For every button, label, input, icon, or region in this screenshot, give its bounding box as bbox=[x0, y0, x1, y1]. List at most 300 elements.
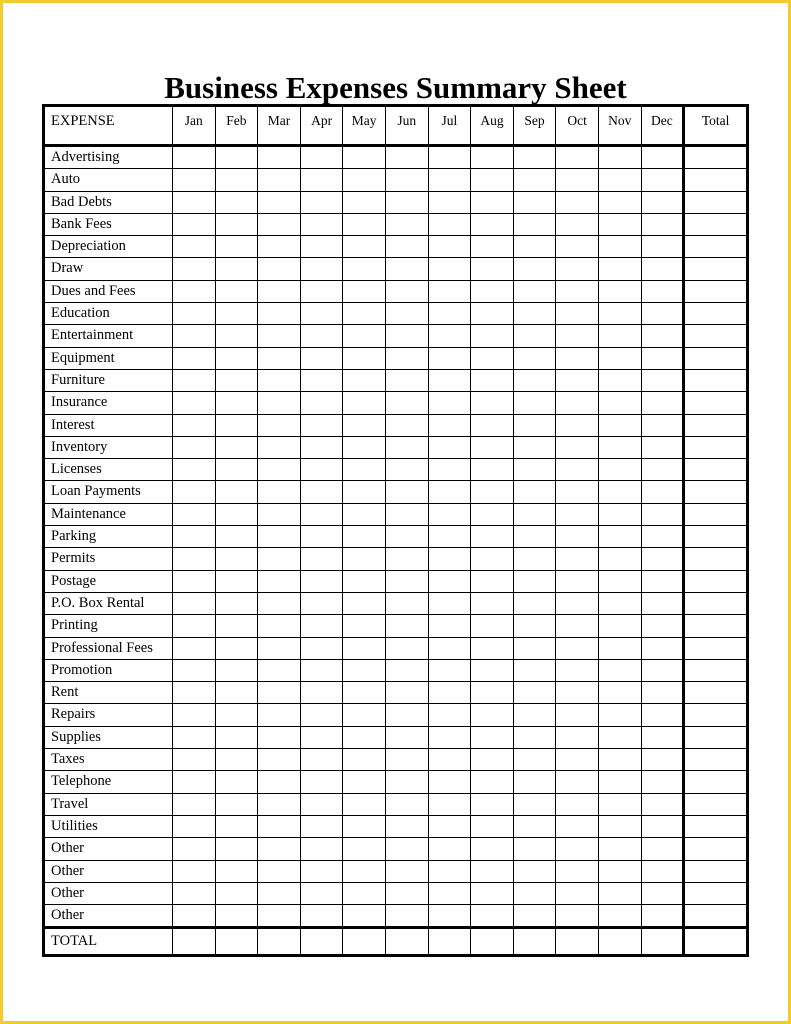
expense-cell-jul[interactable] bbox=[428, 169, 471, 191]
expense-row-total-cell[interactable] bbox=[684, 526, 748, 548]
expense-cell-nov[interactable] bbox=[598, 325, 641, 347]
expense-cell-nov[interactable] bbox=[598, 526, 641, 548]
expense-cell-dec[interactable] bbox=[641, 369, 684, 391]
expense-cell-feb[interactable] bbox=[215, 726, 258, 748]
expense-cell-may[interactable] bbox=[343, 838, 386, 860]
expense-cell-mar[interactable] bbox=[258, 146, 301, 169]
expense-cell-may[interactable] bbox=[343, 592, 386, 614]
expense-cell-sep[interactable] bbox=[513, 481, 556, 503]
expense-cell-mar[interactable] bbox=[258, 325, 301, 347]
expense-cell-feb[interactable] bbox=[215, 838, 258, 860]
expense-cell-dec[interactable] bbox=[641, 459, 684, 481]
expense-cell-may[interactable] bbox=[343, 615, 386, 637]
expense-cell-feb[interactable] bbox=[215, 191, 258, 213]
expense-cell-mar[interactable] bbox=[258, 392, 301, 414]
expense-cell-aug[interactable] bbox=[471, 548, 514, 570]
expense-cell-nov[interactable] bbox=[598, 414, 641, 436]
expense-cell-jun[interactable] bbox=[385, 548, 428, 570]
expense-cell-aug[interactable] bbox=[471, 838, 514, 860]
expense-cell-dec[interactable] bbox=[641, 191, 684, 213]
expense-cell-jul[interactable] bbox=[428, 815, 471, 837]
expense-cell-dec[interactable] bbox=[641, 236, 684, 258]
expense-cell-jan[interactable] bbox=[173, 704, 216, 726]
expense-cell-aug[interactable] bbox=[471, 793, 514, 815]
expense-cell-aug[interactable] bbox=[471, 347, 514, 369]
expense-cell-dec[interactable] bbox=[641, 481, 684, 503]
expense-cell-oct[interactable] bbox=[556, 860, 599, 882]
expense-cell-dec[interactable] bbox=[641, 860, 684, 882]
expense-cell-aug[interactable] bbox=[471, 169, 514, 191]
expense-cell-apr[interactable] bbox=[300, 637, 343, 659]
expense-cell-nov[interactable] bbox=[598, 771, 641, 793]
expense-cell-mar[interactable] bbox=[258, 258, 301, 280]
expense-cell-nov[interactable] bbox=[598, 815, 641, 837]
expense-cell-sep[interactable] bbox=[513, 815, 556, 837]
expense-cell-feb[interactable] bbox=[215, 258, 258, 280]
expense-cell-apr[interactable] bbox=[300, 213, 343, 235]
expense-cell-sep[interactable] bbox=[513, 526, 556, 548]
expense-row-total-cell[interactable] bbox=[684, 548, 748, 570]
expense-cell-dec[interactable] bbox=[641, 838, 684, 860]
expense-cell-jan[interactable] bbox=[173, 280, 216, 302]
expense-cell-jan[interactable] bbox=[173, 771, 216, 793]
expense-cell-oct[interactable] bbox=[556, 615, 599, 637]
expense-row-total-cell[interactable] bbox=[684, 503, 748, 525]
expense-cell-mar[interactable] bbox=[258, 369, 301, 391]
expense-cell-jul[interactable] bbox=[428, 860, 471, 882]
expense-cell-jun[interactable] bbox=[385, 280, 428, 302]
expense-cell-oct[interactable] bbox=[556, 347, 599, 369]
expense-cell-jun[interactable] bbox=[385, 369, 428, 391]
expense-cell-apr[interactable] bbox=[300, 749, 343, 771]
expense-cell-sep[interactable] bbox=[513, 637, 556, 659]
expense-cell-nov[interactable] bbox=[598, 213, 641, 235]
expense-cell-may[interactable] bbox=[343, 526, 386, 548]
expense-cell-sep[interactable] bbox=[513, 258, 556, 280]
expense-cell-apr[interactable] bbox=[300, 704, 343, 726]
expense-cell-jun[interactable] bbox=[385, 882, 428, 904]
expense-cell-sep[interactable] bbox=[513, 236, 556, 258]
expense-cell-jun[interactable] bbox=[385, 682, 428, 704]
expense-cell-dec[interactable] bbox=[641, 146, 684, 169]
expense-cell-apr[interactable] bbox=[300, 726, 343, 748]
expense-cell-sep[interactable] bbox=[513, 303, 556, 325]
expense-cell-nov[interactable] bbox=[598, 236, 641, 258]
expense-cell-jun[interactable] bbox=[385, 414, 428, 436]
expense-cell-may[interactable] bbox=[343, 325, 386, 347]
expense-cell-sep[interactable] bbox=[513, 146, 556, 169]
expense-row-total-cell[interactable] bbox=[684, 615, 748, 637]
expense-cell-jul[interactable] bbox=[428, 905, 471, 928]
grand-total-cell[interactable] bbox=[684, 928, 748, 956]
expense-cell-jan[interactable] bbox=[173, 213, 216, 235]
expense-cell-oct[interactable] bbox=[556, 213, 599, 235]
expense-cell-jan[interactable] bbox=[173, 347, 216, 369]
expense-cell-dec[interactable] bbox=[641, 570, 684, 592]
expense-cell-oct[interactable] bbox=[556, 570, 599, 592]
expense-cell-dec[interactable] bbox=[641, 526, 684, 548]
expense-row-total-cell[interactable] bbox=[684, 860, 748, 882]
expense-cell-apr[interactable] bbox=[300, 325, 343, 347]
expense-cell-jul[interactable] bbox=[428, 481, 471, 503]
expense-cell-jan[interactable] bbox=[173, 570, 216, 592]
expense-cell-apr[interactable] bbox=[300, 236, 343, 258]
expense-cell-sep[interactable] bbox=[513, 169, 556, 191]
expense-cell-apr[interactable] bbox=[300, 771, 343, 793]
expense-cell-feb[interactable] bbox=[215, 815, 258, 837]
expense-row-total-cell[interactable] bbox=[684, 592, 748, 614]
expense-cell-may[interactable] bbox=[343, 570, 386, 592]
expense-cell-jan[interactable] bbox=[173, 815, 216, 837]
expense-cell-sep[interactable] bbox=[513, 905, 556, 928]
expense-cell-aug[interactable] bbox=[471, 860, 514, 882]
expense-cell-may[interactable] bbox=[343, 637, 386, 659]
expense-cell-dec[interactable] bbox=[641, 682, 684, 704]
expense-cell-aug[interactable] bbox=[471, 592, 514, 614]
expense-cell-oct[interactable] bbox=[556, 838, 599, 860]
expense-cell-mar[interactable] bbox=[258, 682, 301, 704]
expense-cell-jun[interactable] bbox=[385, 659, 428, 681]
expense-cell-mar[interactable] bbox=[258, 213, 301, 235]
expense-cell-may[interactable] bbox=[343, 213, 386, 235]
expense-cell-jan[interactable] bbox=[173, 860, 216, 882]
expense-row-total-cell[interactable] bbox=[684, 749, 748, 771]
expense-cell-nov[interactable] bbox=[598, 191, 641, 213]
expense-cell-jun[interactable] bbox=[385, 481, 428, 503]
expense-cell-aug[interactable] bbox=[471, 436, 514, 458]
expense-cell-apr[interactable] bbox=[300, 414, 343, 436]
expense-row-total-cell[interactable] bbox=[684, 146, 748, 169]
expense-cell-apr[interactable] bbox=[300, 882, 343, 904]
expense-cell-oct[interactable] bbox=[556, 191, 599, 213]
expense-cell-sep[interactable] bbox=[513, 280, 556, 302]
expense-cell-sep[interactable] bbox=[513, 659, 556, 681]
expense-cell-feb[interactable] bbox=[215, 236, 258, 258]
expense-cell-dec[interactable] bbox=[641, 592, 684, 614]
expense-cell-nov[interactable] bbox=[598, 548, 641, 570]
expense-cell-mar[interactable] bbox=[258, 548, 301, 570]
expense-cell-feb[interactable] bbox=[215, 682, 258, 704]
expense-cell-may[interactable] bbox=[343, 191, 386, 213]
expense-cell-dec[interactable] bbox=[641, 414, 684, 436]
expense-cell-jan[interactable] bbox=[173, 637, 216, 659]
expense-cell-feb[interactable] bbox=[215, 392, 258, 414]
expense-cell-jun[interactable] bbox=[385, 615, 428, 637]
expense-cell-jun[interactable] bbox=[385, 905, 428, 928]
expense-cell-sep[interactable] bbox=[513, 570, 556, 592]
expense-cell-oct[interactable] bbox=[556, 749, 599, 771]
expense-cell-aug[interactable] bbox=[471, 369, 514, 391]
expense-row-total-cell[interactable] bbox=[684, 682, 748, 704]
expense-row-total-cell[interactable] bbox=[684, 905, 748, 928]
expense-row-total-cell[interactable] bbox=[684, 704, 748, 726]
expense-cell-apr[interactable] bbox=[300, 860, 343, 882]
expense-cell-mar[interactable] bbox=[258, 459, 301, 481]
expense-cell-jun[interactable] bbox=[385, 726, 428, 748]
expense-cell-nov[interactable] bbox=[598, 459, 641, 481]
expense-cell-mar[interactable] bbox=[258, 347, 301, 369]
expense-cell-feb[interactable] bbox=[215, 280, 258, 302]
expense-cell-oct[interactable] bbox=[556, 481, 599, 503]
expense-cell-aug[interactable] bbox=[471, 280, 514, 302]
expense-row-total-cell[interactable] bbox=[684, 325, 748, 347]
expense-cell-feb[interactable] bbox=[215, 213, 258, 235]
expense-cell-dec[interactable] bbox=[641, 726, 684, 748]
expense-cell-sep[interactable] bbox=[513, 414, 556, 436]
total-cell-mar[interactable] bbox=[258, 928, 301, 956]
expense-cell-feb[interactable] bbox=[215, 414, 258, 436]
expense-cell-may[interactable] bbox=[343, 905, 386, 928]
expense-cell-apr[interactable] bbox=[300, 503, 343, 525]
expense-cell-feb[interactable] bbox=[215, 592, 258, 614]
expense-cell-dec[interactable] bbox=[641, 325, 684, 347]
expense-cell-may[interactable] bbox=[343, 749, 386, 771]
expense-cell-oct[interactable] bbox=[556, 526, 599, 548]
expense-cell-nov[interactable] bbox=[598, 637, 641, 659]
expense-cell-mar[interactable] bbox=[258, 592, 301, 614]
expense-cell-dec[interactable] bbox=[641, 280, 684, 302]
expense-cell-dec[interactable] bbox=[641, 905, 684, 928]
expense-cell-jun[interactable] bbox=[385, 815, 428, 837]
expense-cell-mar[interactable] bbox=[258, 414, 301, 436]
expense-cell-mar[interactable] bbox=[258, 503, 301, 525]
expense-cell-oct[interactable] bbox=[556, 905, 599, 928]
expense-cell-dec[interactable] bbox=[641, 882, 684, 904]
expense-cell-may[interactable] bbox=[343, 704, 386, 726]
expense-cell-may[interactable] bbox=[343, 815, 386, 837]
expense-cell-feb[interactable] bbox=[215, 905, 258, 928]
expense-cell-jun[interactable] bbox=[385, 570, 428, 592]
expense-cell-nov[interactable] bbox=[598, 146, 641, 169]
expense-cell-nov[interactable] bbox=[598, 303, 641, 325]
expense-cell-dec[interactable] bbox=[641, 749, 684, 771]
expense-cell-jul[interactable] bbox=[428, 704, 471, 726]
expense-cell-mar[interactable] bbox=[258, 570, 301, 592]
expense-row-total-cell[interactable] bbox=[684, 369, 748, 391]
expense-row-total-cell[interactable] bbox=[684, 303, 748, 325]
expense-cell-sep[interactable] bbox=[513, 592, 556, 614]
expense-cell-aug[interactable] bbox=[471, 146, 514, 169]
expense-cell-mar[interactable] bbox=[258, 726, 301, 748]
expense-cell-dec[interactable] bbox=[641, 392, 684, 414]
expense-cell-mar[interactable] bbox=[258, 704, 301, 726]
expense-cell-jan[interactable] bbox=[173, 325, 216, 347]
expense-cell-may[interactable] bbox=[343, 347, 386, 369]
expense-cell-jul[interactable] bbox=[428, 303, 471, 325]
expense-cell-jun[interactable] bbox=[385, 347, 428, 369]
expense-cell-aug[interactable] bbox=[471, 303, 514, 325]
expense-cell-may[interactable] bbox=[343, 793, 386, 815]
expense-cell-jun[interactable] bbox=[385, 303, 428, 325]
expense-cell-aug[interactable] bbox=[471, 258, 514, 280]
expense-cell-nov[interactable] bbox=[598, 793, 641, 815]
expense-cell-oct[interactable] bbox=[556, 146, 599, 169]
expense-cell-feb[interactable] bbox=[215, 771, 258, 793]
expense-cell-apr[interactable] bbox=[300, 436, 343, 458]
expense-row-total-cell[interactable] bbox=[684, 236, 748, 258]
expense-cell-nov[interactable] bbox=[598, 481, 641, 503]
expense-cell-mar[interactable] bbox=[258, 637, 301, 659]
expense-cell-may[interactable] bbox=[343, 280, 386, 302]
expense-cell-apr[interactable] bbox=[300, 838, 343, 860]
expense-cell-jan[interactable] bbox=[173, 436, 216, 458]
expense-row-total-cell[interactable] bbox=[684, 213, 748, 235]
expense-cell-dec[interactable] bbox=[641, 258, 684, 280]
expense-cell-sep[interactable] bbox=[513, 503, 556, 525]
expense-cell-jun[interactable] bbox=[385, 793, 428, 815]
expense-cell-aug[interactable] bbox=[471, 236, 514, 258]
expense-cell-sep[interactable] bbox=[513, 704, 556, 726]
expense-cell-jul[interactable] bbox=[428, 347, 471, 369]
expense-cell-oct[interactable] bbox=[556, 548, 599, 570]
expense-cell-aug[interactable] bbox=[471, 213, 514, 235]
expense-row-total-cell[interactable] bbox=[684, 882, 748, 904]
expense-cell-oct[interactable] bbox=[556, 771, 599, 793]
expense-row-total-cell[interactable] bbox=[684, 570, 748, 592]
expense-cell-may[interactable] bbox=[343, 882, 386, 904]
expense-cell-nov[interactable] bbox=[598, 347, 641, 369]
expense-cell-oct[interactable] bbox=[556, 280, 599, 302]
expense-row-total-cell[interactable] bbox=[684, 726, 748, 748]
expense-cell-jan[interactable] bbox=[173, 615, 216, 637]
expense-cell-aug[interactable] bbox=[471, 771, 514, 793]
expense-cell-jan[interactable] bbox=[173, 659, 216, 681]
expense-cell-oct[interactable] bbox=[556, 325, 599, 347]
total-cell-jan[interactable] bbox=[173, 928, 216, 956]
expense-cell-jan[interactable] bbox=[173, 369, 216, 391]
expense-cell-jun[interactable] bbox=[385, 258, 428, 280]
expense-cell-mar[interactable] bbox=[258, 793, 301, 815]
expense-cell-jan[interactable] bbox=[173, 682, 216, 704]
expense-cell-aug[interactable] bbox=[471, 191, 514, 213]
expense-cell-sep[interactable] bbox=[513, 392, 556, 414]
expense-row-total-cell[interactable] bbox=[684, 481, 748, 503]
expense-cell-apr[interactable] bbox=[300, 258, 343, 280]
expense-cell-sep[interactable] bbox=[513, 369, 556, 391]
expense-cell-nov[interactable] bbox=[598, 570, 641, 592]
expense-cell-sep[interactable] bbox=[513, 436, 556, 458]
expense-cell-may[interactable] bbox=[343, 236, 386, 258]
expense-cell-jul[interactable] bbox=[428, 369, 471, 391]
expense-cell-oct[interactable] bbox=[556, 303, 599, 325]
expense-cell-jan[interactable] bbox=[173, 749, 216, 771]
expense-cell-sep[interactable] bbox=[513, 213, 556, 235]
expense-cell-aug[interactable] bbox=[471, 325, 514, 347]
expense-cell-mar[interactable] bbox=[258, 526, 301, 548]
expense-cell-jun[interactable] bbox=[385, 503, 428, 525]
expense-row-total-cell[interactable] bbox=[684, 258, 748, 280]
expense-cell-nov[interactable] bbox=[598, 280, 641, 302]
expense-cell-mar[interactable] bbox=[258, 481, 301, 503]
expense-cell-oct[interactable] bbox=[556, 882, 599, 904]
expense-cell-mar[interactable] bbox=[258, 838, 301, 860]
expense-cell-nov[interactable] bbox=[598, 592, 641, 614]
expense-cell-jul[interactable] bbox=[428, 726, 471, 748]
expense-cell-nov[interactable] bbox=[598, 749, 641, 771]
expense-cell-jan[interactable] bbox=[173, 726, 216, 748]
expense-row-total-cell[interactable] bbox=[684, 659, 748, 681]
expense-cell-apr[interactable] bbox=[300, 659, 343, 681]
expense-cell-sep[interactable] bbox=[513, 771, 556, 793]
expense-cell-oct[interactable] bbox=[556, 793, 599, 815]
expense-cell-dec[interactable] bbox=[641, 548, 684, 570]
expense-cell-aug[interactable] bbox=[471, 526, 514, 548]
expense-cell-sep[interactable] bbox=[513, 860, 556, 882]
expense-cell-sep[interactable] bbox=[513, 548, 556, 570]
expense-cell-jul[interactable] bbox=[428, 882, 471, 904]
expense-cell-feb[interactable] bbox=[215, 548, 258, 570]
total-cell-feb[interactable] bbox=[215, 928, 258, 956]
expense-cell-jan[interactable] bbox=[173, 882, 216, 904]
expense-cell-nov[interactable] bbox=[598, 436, 641, 458]
expense-cell-mar[interactable] bbox=[258, 303, 301, 325]
expense-cell-jun[interactable] bbox=[385, 637, 428, 659]
expense-cell-may[interactable] bbox=[343, 503, 386, 525]
expense-cell-mar[interactable] bbox=[258, 280, 301, 302]
expense-cell-nov[interactable] bbox=[598, 392, 641, 414]
expense-cell-mar[interactable] bbox=[258, 436, 301, 458]
expense-cell-feb[interactable] bbox=[215, 860, 258, 882]
expense-row-total-cell[interactable] bbox=[684, 414, 748, 436]
expense-cell-dec[interactable] bbox=[641, 347, 684, 369]
expense-cell-oct[interactable] bbox=[556, 169, 599, 191]
expense-cell-sep[interactable] bbox=[513, 882, 556, 904]
expense-cell-may[interactable] bbox=[343, 459, 386, 481]
expense-cell-jul[interactable] bbox=[428, 659, 471, 681]
expense-cell-oct[interactable] bbox=[556, 815, 599, 837]
expense-cell-apr[interactable] bbox=[300, 682, 343, 704]
expense-cell-feb[interactable] bbox=[215, 481, 258, 503]
expense-cell-jul[interactable] bbox=[428, 280, 471, 302]
expense-cell-oct[interactable] bbox=[556, 392, 599, 414]
expense-row-total-cell[interactable] bbox=[684, 392, 748, 414]
expense-row-total-cell[interactable] bbox=[684, 771, 748, 793]
expense-cell-jan[interactable] bbox=[173, 905, 216, 928]
expense-cell-oct[interactable] bbox=[556, 682, 599, 704]
expense-cell-aug[interactable] bbox=[471, 637, 514, 659]
expense-cell-nov[interactable] bbox=[598, 258, 641, 280]
expense-cell-apr[interactable] bbox=[300, 169, 343, 191]
expense-cell-sep[interactable] bbox=[513, 615, 556, 637]
expense-cell-apr[interactable] bbox=[300, 459, 343, 481]
expense-cell-may[interactable] bbox=[343, 303, 386, 325]
expense-cell-oct[interactable] bbox=[556, 459, 599, 481]
expense-cell-feb[interactable] bbox=[215, 570, 258, 592]
expense-cell-apr[interactable] bbox=[300, 793, 343, 815]
total-cell-apr[interactable] bbox=[300, 928, 343, 956]
expense-cell-jan[interactable] bbox=[173, 838, 216, 860]
expense-cell-feb[interactable] bbox=[215, 793, 258, 815]
expense-cell-mar[interactable] bbox=[258, 236, 301, 258]
total-cell-oct[interactable] bbox=[556, 928, 599, 956]
expense-cell-dec[interactable] bbox=[641, 303, 684, 325]
expense-row-total-cell[interactable] bbox=[684, 280, 748, 302]
expense-cell-may[interactable] bbox=[343, 860, 386, 882]
expense-cell-jul[interactable] bbox=[428, 615, 471, 637]
expense-cell-jul[interactable] bbox=[428, 793, 471, 815]
expense-cell-aug[interactable] bbox=[471, 749, 514, 771]
expense-cell-jan[interactable] bbox=[173, 503, 216, 525]
expense-cell-jul[interactable] bbox=[428, 146, 471, 169]
expense-cell-jul[interactable] bbox=[428, 503, 471, 525]
expense-cell-sep[interactable] bbox=[513, 347, 556, 369]
expense-cell-oct[interactable] bbox=[556, 258, 599, 280]
expense-cell-jul[interactable] bbox=[428, 258, 471, 280]
total-cell-aug[interactable] bbox=[471, 928, 514, 956]
expense-cell-aug[interactable] bbox=[471, 682, 514, 704]
expense-cell-sep[interactable] bbox=[513, 191, 556, 213]
expense-cell-may[interactable] bbox=[343, 258, 386, 280]
